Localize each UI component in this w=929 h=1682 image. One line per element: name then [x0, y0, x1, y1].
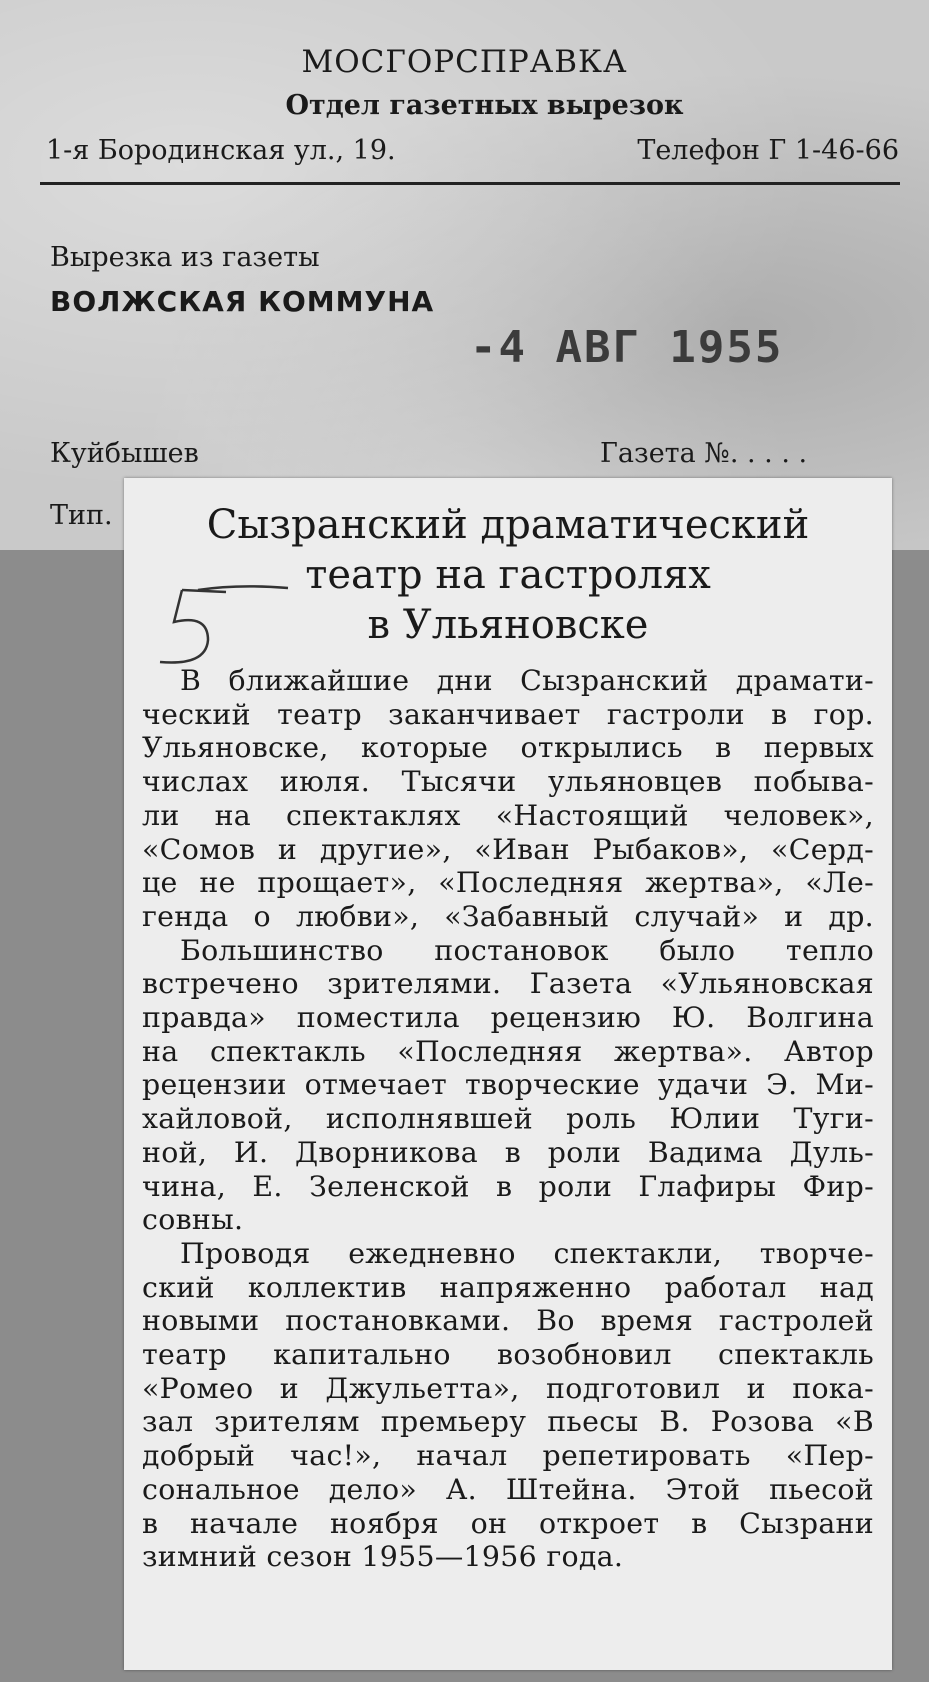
phone-number: Телефон Г 1-46-66	[637, 135, 899, 166]
text-line: правда» поместила рецензию Ю. Волгина	[142, 1001, 874, 1035]
text-line: в начале ноября он откроет в Сызрани	[142, 1506, 874, 1540]
text-line: Большинство постановок было тепло	[180, 933, 874, 967]
address: 1-я Бородинская ул., 19.	[46, 135, 396, 166]
text-line: встречено зрителями. Газета «Ульяновская	[142, 967, 874, 1001]
text-line: театр капитально возобновил спектакль	[142, 1338, 874, 1372]
text-line: рецензии отмечает творческие удачи Э. Ми-	[142, 1068, 874, 1102]
text-line: Проводя ежедневно спектакли, творче-	[180, 1236, 874, 1270]
city-label: Куйбышев	[50, 438, 199, 469]
text-line: хайловой, исполнявшей роль Юлии Туги-	[142, 1102, 874, 1136]
text-line: «Сомов и другие», «Иван Рыбаков», «Серд-	[142, 832, 874, 866]
organization-name: МОСГОРСПРАВКА	[301, 44, 628, 80]
text-line: ли на спектаклях «Настоящий человек»,	[142, 798, 874, 832]
text-line: новыми постановками. Во время гастролей	[142, 1304, 874, 1338]
text-line: чина, Е. Зеленской в роли Глафиры Фир-	[142, 1169, 874, 1203]
newspaper-number-label: Газета №. . . . .	[600, 438, 808, 469]
text-line: числах июля. Тысячи ульяновцев побыва-	[142, 765, 874, 799]
text-line: Ульяновске, которые открылись в первых	[142, 731, 874, 765]
text-line: «Ромео и Джульетта», подготовил и пока-	[142, 1371, 874, 1405]
department-name: Отдел газетных вырезок	[285, 90, 684, 121]
headline-line: театр на гастролях	[305, 552, 711, 598]
article-paragraph	[142, 664, 874, 934]
text-line: В ближайшие дни Сызранский драмати-	[180, 664, 874, 697]
clipping-label: Вырезка из газеты	[50, 242, 320, 273]
text-line: генда о любви», «Забавный случай» и др.	[142, 899, 874, 933]
newspaper-name: ВОЛЖСКАЯ КОММУНА	[50, 285, 435, 318]
headline-line: Сызранский драматический	[206, 502, 810, 548]
text-line: зал зрителям премьеру пьесы В. Розова «В	[142, 1405, 874, 1439]
text-line: на спектакль «Последняя жертва». Автор	[142, 1034, 874, 1068]
text-line: ский коллектив напряженно работал над	[142, 1270, 874, 1304]
text-line: добрый час!», начал репетировать «Пер-	[142, 1439, 874, 1473]
header-divider	[40, 182, 900, 185]
handwritten-number-mark	[138, 570, 308, 680]
text-line: совны.	[142, 1203, 244, 1237]
typ-label: Тип.	[50, 500, 113, 531]
article-paragraph	[142, 1237, 874, 1574]
text-line: сональное дело» А. Штейна. Этой пьесой	[142, 1472, 874, 1506]
text-line: ной, И. Дворникова в роли Вадима Дуль-	[142, 1135, 874, 1169]
text-line: зимний сезон 1955—1956 года.	[142, 1540, 624, 1574]
headline-line: в Ульяновске	[367, 602, 649, 648]
text-line: це не прощает», «Последняя жертва», «Ле-	[142, 866, 874, 900]
clipping-form	[0, 0, 929, 550]
article-paragraph	[142, 934, 874, 1237]
date-stamp: -4 АВГ 1955	[470, 322, 784, 373]
text-line: ческий театр заканчивает гастроли в гор.	[142, 697, 874, 731]
